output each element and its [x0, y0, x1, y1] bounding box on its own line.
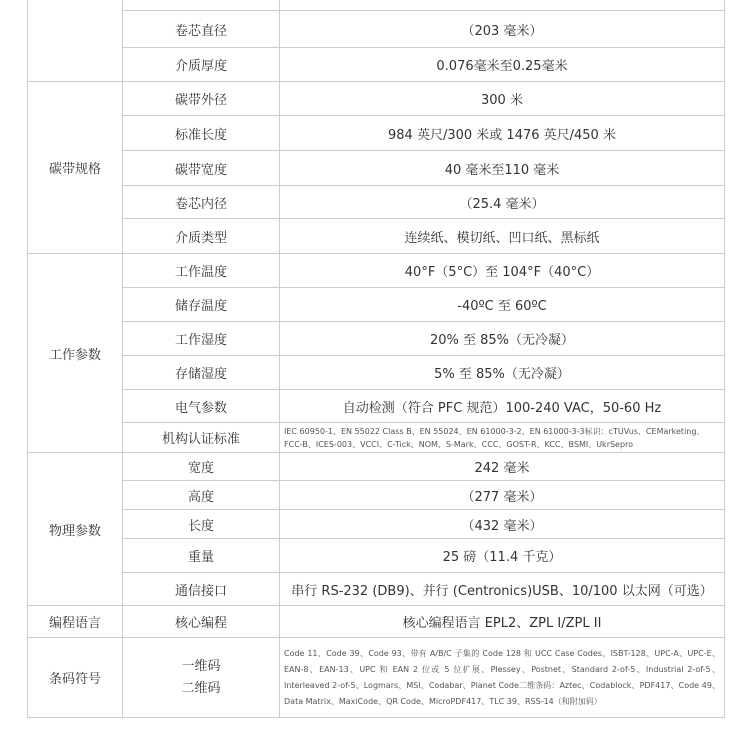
row-value: 连续纸、模切纸、凹口纸、黑标纸	[280, 219, 725, 254]
row-label: 核心编程	[123, 606, 280, 638]
row-value: 串行 RS-232 (DB9)、并行 (Centronics)USB、10/100 以太网（可选）	[280, 573, 725, 606]
category-cell: 物理参数	[28, 453, 123, 606]
table-row	[28, 151, 725, 186]
table-row	[28, 423, 725, 453]
table-row	[28, 0, 725, 11]
row-value: 300 米	[280, 82, 725, 116]
row-label: 卷芯直径	[123, 11, 280, 48]
row-label: 宽度	[123, 453, 280, 481]
row-value: IEC 60950-1、EN 55022 Class B、EN 55024、EN 61000-3-2、EN 61000-3-3标识：cTUVus、CEMarketing、FCC-B、ICES-003、VCCI、C-Tick、NOM、S-Mark、CCC、GOST-R、KCC、BSMI、UkrSepro	[280, 423, 725, 453]
table-row	[28, 288, 725, 322]
row-value: 20% 至 85%（无冷凝）	[280, 322, 725, 356]
row-label: 工作湿度	[123, 322, 280, 356]
table-row	[28, 356, 725, 390]
row-label	[123, 0, 280, 11]
row-label: 碳带外径	[123, 82, 280, 116]
row-label: 高度	[123, 481, 280, 510]
category-cell: 条码符号	[28, 638, 123, 718]
row-value: -40ºC 至 60ºC	[280, 288, 725, 322]
row-value: （25.4 毫米）	[280, 186, 725, 219]
row-label: 标准长度	[123, 116, 280, 151]
spec-table	[27, 0, 725, 718]
row-label: 介质类型	[123, 219, 280, 254]
row-value: 25 磅（11.4 千克）	[280, 539, 725, 573]
row-label: 机构认证标准	[123, 423, 280, 453]
table-row	[28, 48, 725, 82]
row-label: 卷芯内径	[123, 186, 280, 219]
barcode-2d-label: 二维码	[181, 680, 221, 696]
table-row	[28, 116, 725, 151]
row-label: 长度	[123, 510, 280, 539]
row-value: 核心编程语言 EPL2、ZPL I/ZPL II	[280, 606, 725, 638]
table-row	[28, 322, 725, 356]
row-label: 存储湿度	[123, 356, 280, 390]
row-value: 242 毫米	[280, 453, 725, 481]
row-label: 碳带宽度	[123, 151, 280, 186]
row-value: 0.076毫米至0.25毫米	[280, 48, 725, 82]
table-row	[28, 82, 725, 116]
table-row	[28, 390, 725, 423]
row-label: 通信接口	[123, 573, 280, 606]
row-value: Code 11、Code 39、Code 93、带有 A/B/C 子集的 Code 128 和 UCC Case Codes、ISBT-128、UPC-A、UPC-E、EAN-8、EAN-13、UPC 和 EAN 2 位或 5 位扩展、Plessey、Postnet、Standard 2-of-5、Industrial 2-of-5、Interleaved 2-of-5、Logmars、MSI、Codabar、Planet Code二维条码：Aztec、Codablock、PDF417、Code 49、Data Matrix、MaxiCode、QR Code、MicroPDF417、TLC 39、RSS-14（和附加码）	[280, 638, 725, 718]
table-row	[28, 11, 725, 48]
row-value: 40 毫米至110 毫米	[280, 151, 725, 186]
row-label: 储存温度	[123, 288, 280, 322]
row-value: 984 英尺/300 米或 1476 英尺/450 米	[280, 116, 725, 151]
row-value: （203 毫米）	[280, 11, 725, 48]
category-cell: 编程语言	[28, 606, 123, 638]
table-row	[28, 186, 725, 219]
row-label: 电气参数	[123, 390, 280, 423]
category-cell-previous	[28, 0, 123, 82]
table-row	[28, 539, 725, 573]
row-value	[280, 0, 725, 11]
table-row	[28, 638, 725, 718]
row-value: 40°F（5°C）至 104°F（40°C）	[280, 254, 725, 288]
table-row	[28, 573, 725, 606]
table-row	[28, 254, 725, 288]
row-label: 重量	[123, 539, 280, 573]
category-cell: 工作参数	[28, 254, 123, 453]
row-value: （277 毫米）	[280, 481, 725, 510]
row-label: 介质厚度	[123, 48, 280, 82]
category-cell: 碳带规格	[28, 82, 123, 254]
row-value: （432 毫米）	[280, 510, 725, 539]
row-value: 5% 至 85%（无冷凝）	[280, 356, 725, 390]
barcode-1d-label: 一维码	[181, 658, 221, 674]
table-row	[28, 606, 725, 638]
table-row	[28, 219, 725, 254]
row-value: 自动检测（符合 PFC 规范）100-240 VAC，50-60 Hz	[280, 390, 725, 423]
row-label: 工作温度	[123, 254, 280, 288]
table-row	[28, 481, 725, 510]
table-row	[28, 453, 725, 481]
table-row	[28, 510, 725, 539]
row-label	[123, 638, 280, 718]
